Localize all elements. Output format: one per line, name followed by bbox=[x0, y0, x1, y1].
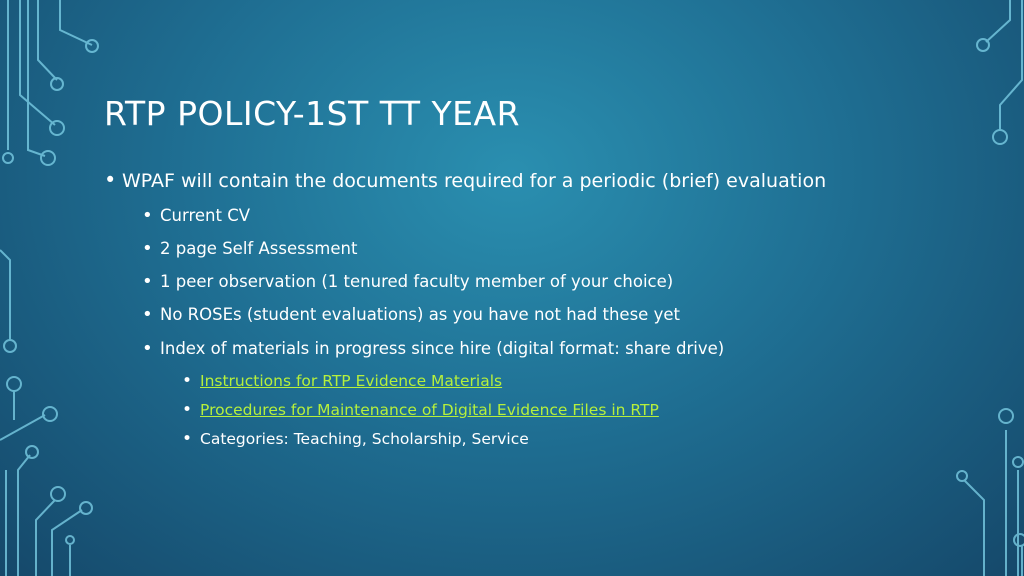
instructions-rtp-evidence-link[interactable]: Instructions for RTP Evidence Materials bbox=[200, 371, 503, 390]
sub-bullet-self-assessment bbox=[142, 239, 984, 258]
sub-bullet-text: Current CV bbox=[160, 206, 251, 225]
bullet-marker: • bbox=[182, 428, 193, 449]
bullet-marker: • bbox=[142, 205, 153, 226]
sub-bullet-text: 1 peer observation (1 tenured faculty member of your choice) bbox=[160, 272, 674, 292]
procedures-digital-evidence-link[interactable]: Procedures for Maintenance of Digital Evidence Files in RTP bbox=[200, 400, 659, 419]
sub-bullet-no-roses bbox=[142, 305, 984, 324]
sub-bullet-index-of-materials bbox=[142, 339, 984, 358]
sub-bullet-peer-observation bbox=[142, 272, 984, 291]
bullet-marker: • bbox=[142, 271, 153, 293]
sub-sub-bullet-instructions bbox=[182, 372, 984, 390]
slide-body bbox=[104, 170, 984, 459]
sub-bullet-text: Index of materials in progress since hire (digital format: share drive) bbox=[160, 338, 725, 358]
bullet-marker: • bbox=[182, 399, 193, 420]
circuit-decoration-left bbox=[0, 0, 110, 576]
sub-sub-bullet-procedures bbox=[182, 401, 984, 419]
sub-bullet-text: 2 page Self Assessment bbox=[160, 239, 358, 259]
bullet-marker: • bbox=[104, 168, 117, 192]
main-bullet bbox=[104, 170, 984, 192]
sub-bullet-text: No ROSEs (student evaluations) as you have not had these yet bbox=[160, 305, 680, 325]
bullet-marker: • bbox=[142, 304, 153, 326]
categories-text: Categories: Teaching, Scholarship, Service bbox=[200, 429, 529, 448]
bullet-marker: • bbox=[142, 337, 153, 359]
sub-sub-bullet-categories bbox=[182, 430, 984, 448]
slide-title: RTP POLICY-1ST TT YEAR bbox=[104, 94, 521, 133]
bullet-marker: • bbox=[182, 370, 193, 391]
bullet-marker: • bbox=[142, 238, 153, 260]
sub-bullet-current-cv bbox=[142, 206, 984, 225]
main-bullet-text: WPAF will contain the documents required for a periodic (brief) evaluation bbox=[122, 170, 827, 192]
